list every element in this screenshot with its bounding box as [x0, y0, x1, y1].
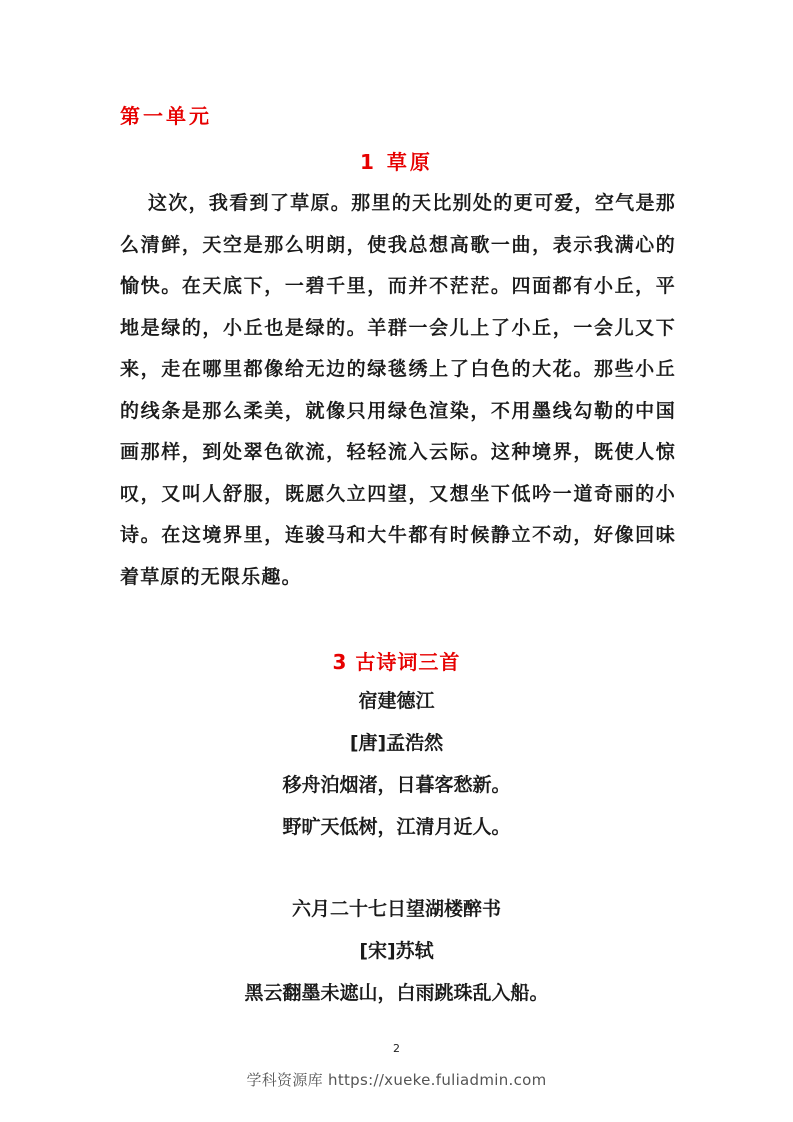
lesson-1-title: 1 草原 — [360, 150, 433, 174]
poem-1-title: 宿建德江 — [358, 690, 435, 712]
footer-source: 学科资源库 https://xueke.fuliadmin.com — [246, 1071, 547, 1089]
lesson-1-passage: 这次，我看到了草原。那里的天比别处的更可爱，空气是那么清鲜，天空是那么明朗，使我总想高歌一曲，表示我满心的愉快。在天底下，一碧千里，而并不茫茫。四面都有小丘，平地是绿的，小丘也是绿的。羊群一会儿上了小丘，一会儿又下来，走在哪里都像给无边的绿毯绣上了白色的大花。那些小丘的线条是那么柔美，就像只用绿色渲染，不用墨线勾勒的中国画那样，到处翠色欲流，轻轻流入云际。这种境界，既使人惊叹，又叫人舒服，既愿久立四望，又想坐下低吟一道奇丽的小诗。在这境界里，连骏马和大牛都有时候静立不动，好像回味着草原的无限乐趣。 — [120, 192, 676, 588]
poem-1-line-1: 移舟泊烟渚，日暮客愁新。 — [282, 774, 511, 796]
lesson-3-title: 3 古诗词三首 — [332, 650, 461, 674]
poem-1-author: [唐]孟浩然 — [349, 732, 444, 754]
poem-2-author: [宋]苏轼 — [359, 940, 434, 962]
poem-2-line-1: 黑云翻墨未遮山，白雨跳珠乱入船。 — [244, 982, 549, 1004]
unit-title: 第一单元 — [120, 104, 212, 128]
page-number: 2 — [393, 1042, 400, 1055]
poem-1-line-2: 野旷天低树，江清月近人。 — [282, 816, 511, 838]
poem-2-title: 六月二十七日望湖楼醉书 — [291, 898, 501, 920]
